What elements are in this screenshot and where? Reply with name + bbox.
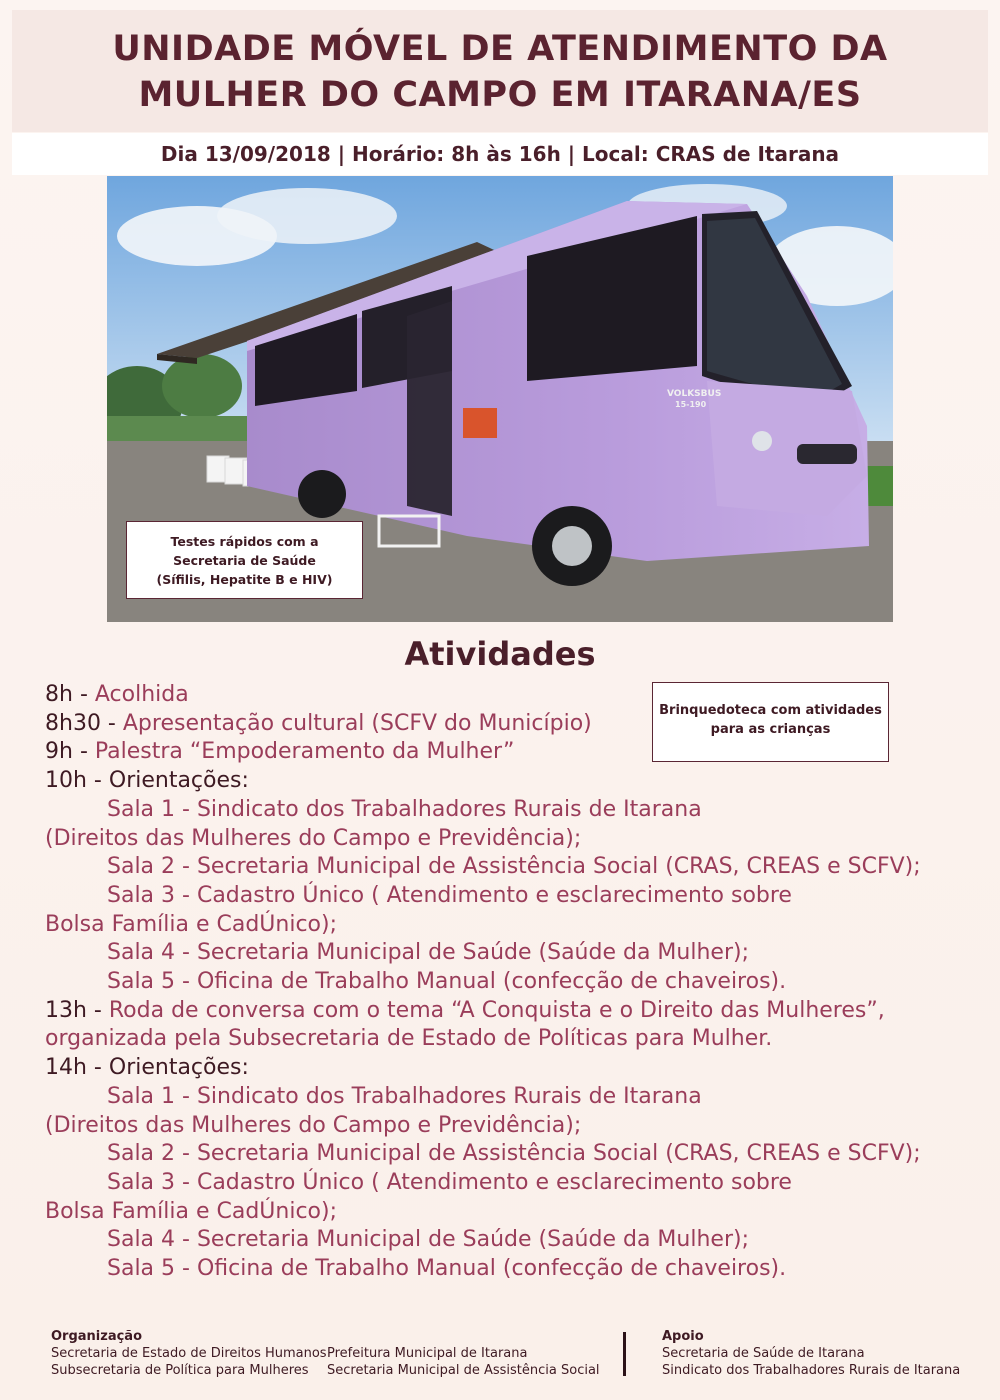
activity-line: Sala 3 - Cadastro Único ( Atendimento e esclarecimento sobre: [107, 1169, 792, 1195]
room-text: Cadastro Único ( Atendimento e esclarecimento sobre: [196, 882, 792, 908]
activity-line: 13h - Roda de conversa com o tema “A Conquista e o Direito das Mulheres”,: [45, 997, 885, 1023]
activity-time: 13h: [45, 997, 87, 1023]
activity-time: 14h: [45, 1055, 87, 1081]
activity-line: [45, 911, 945, 940]
org-item: Subsecretaria de Política para Mulheres: [51, 1363, 309, 1378]
activity-line: Sala 2 - Secretaria Municipal de Assistência Social (CRAS, CREAS e SCFV);: [107, 854, 921, 880]
activity-line: Sala 3 - Cadastro Único ( Atendimento e esclarecimento sobre: [107, 882, 792, 908]
support-item: Sindicato dos Trabalhadores Rurais de Itarana: [662, 1363, 961, 1378]
room-label: Sala 2: [107, 1141, 176, 1167]
org-label: Organização: [51, 1329, 142, 1344]
bus-model-label: 15-190: [675, 400, 707, 409]
activity-text: Apresentação cultural (SCFV do Município): [122, 710, 592, 736]
activity-line: Sala 2 - Secretaria Municipal de Assistência Social (CRAS, CREAS e SCFV);: [107, 1141, 921, 1167]
activity-time: 10h: [45, 768, 87, 794]
room-label: Sala 4: [107, 940, 176, 966]
info-band: [12, 133, 988, 175]
activity-line: 9h - Palestra “Empoderamento da Mulher”: [45, 739, 515, 765]
room-text: Oficina de Trabalho Manual (confecção de chaveiros).: [196, 1256, 787, 1282]
room-text: Sindicato dos Trabalhadores Rurais de Itarana: [196, 1083, 702, 1109]
activity-line: 8h - Acolhida: [45, 682, 189, 707]
activity-line: Sala 1 - Sindicato dos Trabalhadores Rurais de Itarana: [107, 1083, 702, 1109]
room-label: Sala 5: [107, 1256, 176, 1282]
activity-text: Roda de conversa com o tema “A Conquista e o Direito das Mulheres”,: [108, 997, 885, 1023]
activity-continuation: Bolsa Família e CadÚnico);: [45, 1198, 338, 1224]
activity-text: Orientações:: [108, 768, 249, 794]
room-label: Sala 5: [107, 969, 176, 995]
activity-time: 8h30: [45, 710, 101, 736]
activity-continuation: (Direitos das Mulheres do Campo e Previdência);: [45, 825, 582, 851]
activity-continuation: Bolsa Família e CadÚnico);: [45, 911, 338, 937]
org-item: Prefeitura Municipal de Itarana: [327, 1346, 528, 1361]
rapid-tests-callout: Testes rápidos com a Secretaria de Saúde (Sífilis, Hepatite B e HIV): [126, 521, 363, 599]
room-text: Secretaria Municipal de Saúde (Saúde da Mulher);: [196, 1227, 749, 1253]
activity-line: Sala 4 - Secretaria Municipal de Saúde (Saúde da Mulher);: [107, 940, 749, 966]
toy-library-callout: Brinquedoteca com atividades para as crianças: [652, 682, 889, 762]
room-text: Sindicato dos Trabalhadores Rurais de Itarana: [196, 796, 702, 822]
activity-line: 14h - Orientações:: [45, 1055, 249, 1081]
support-label: Apoio: [662, 1329, 704, 1344]
title-band: [12, 10, 988, 132]
activity-continuation: organizada pela Subsecretaria de Estado de Políticas para Mulher.: [45, 1026, 773, 1052]
activity-line: Sala 1 - Sindicato dos Trabalhadores Rurais de Itarana: [107, 796, 702, 822]
activity-line: [45, 1025, 945, 1054]
room-text: Oficina de Trabalho Manual (confecção de chaveiros).: [196, 969, 787, 995]
org-item: Secretaria Municipal de Assistência Social: [327, 1363, 600, 1378]
footer-divider: [623, 1332, 626, 1376]
org-item: Secretaria de Estado de Direitos Humanos: [51, 1346, 327, 1361]
footer-organization-col2: [327, 1345, 600, 1379]
activity-time: 9h: [45, 739, 73, 765]
room-label: Sala 4: [107, 1227, 176, 1253]
footer-support: [662, 1328, 960, 1379]
room-label: Sala 3: [107, 882, 176, 908]
activity-line: Sala 4 - Secretaria Municipal de Saúde (Saúde da Mulher);: [107, 1227, 749, 1253]
room-label: Sala 3: [107, 1169, 176, 1195]
activity-line: [45, 1112, 945, 1141]
activity-text: Acolhida: [94, 682, 189, 707]
footer-organization: [51, 1328, 327, 1379]
activity-line: 10h - Orientações:: [45, 768, 249, 794]
room-text: Cadastro Único ( Atendimento e esclarecimento sobre: [196, 1169, 792, 1195]
activity-line: [45, 825, 945, 854]
room-text: Secretaria Municipal de Assistência Social (CRAS, CREAS e SCFV);: [196, 854, 921, 880]
activity-text: Orientações:: [108, 1055, 249, 1081]
event-info: Dia 13/09/2018 | Horário: 8h às 16h | Local: CRAS de Itarana: [160, 142, 840, 166]
activities-heading: Atividades: [404, 635, 596, 673]
activity-text: Palestra “Empoderamento da Mulher”: [94, 739, 515, 765]
activities-list: [45, 681, 945, 1284]
activity-line: Sala 5 - Oficina de Trabalho Manual (confecção de chaveiros).: [107, 1256, 787, 1282]
flyer-title: UNIDADE MÓVEL DE ATENDIMENTO DA MULHER DO CAMPO EM ITARANA/ES: [112, 29, 888, 115]
activity-line: Sala 5 - Oficina de Trabalho Manual (confecção de chaveiros).: [107, 969, 787, 995]
room-label: Sala 2: [107, 854, 176, 880]
activity-line: [45, 1198, 945, 1227]
room-label: Sala 1: [107, 796, 176, 822]
room-text: Secretaria Municipal de Saúde (Saúde da Mulher);: [196, 940, 749, 966]
activity-line: 8h30 - Apresentação cultural (SCFV do Município): [45, 710, 592, 736]
activity-time: 8h: [45, 682, 73, 707]
room-text: Secretaria Municipal de Assistência Social (CRAS, CREAS e SCFV);: [196, 1141, 921, 1167]
activity-continuation: (Direitos das Mulheres do Campo e Previdência);: [45, 1112, 582, 1138]
bus-brand-label: VOLKSBUS: [667, 389, 722, 399]
room-label: Sala 1: [107, 1083, 176, 1109]
support-item: Secretaria de Saúde de Itarana: [662, 1346, 865, 1361]
